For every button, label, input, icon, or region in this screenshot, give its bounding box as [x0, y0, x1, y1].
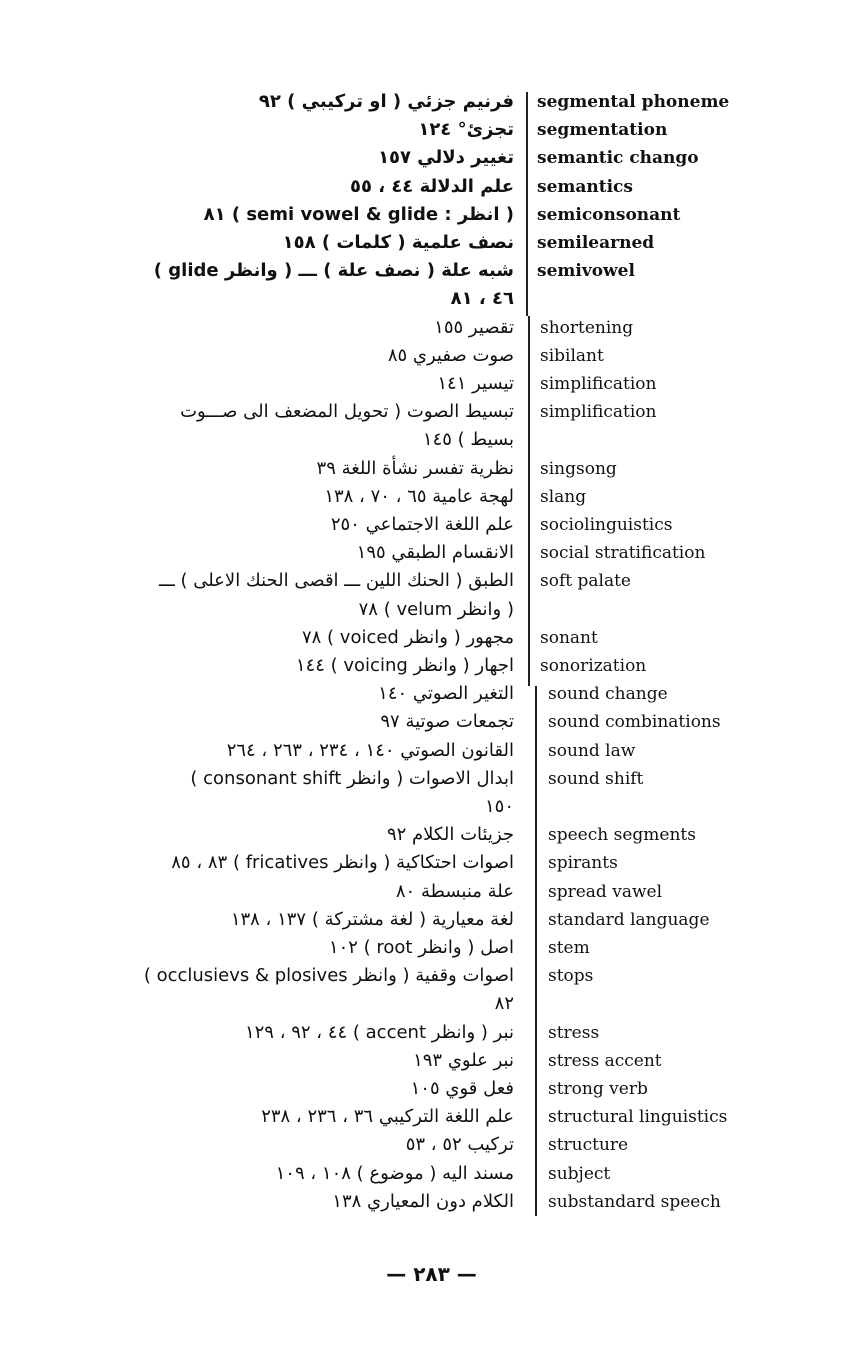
arabic-term: مجهور ( وانظر voiced ) ٧٨: [301, 626, 514, 648]
arabic-term: تجمعات صوتية ٩٧: [380, 711, 514, 733]
english-term: sibilant: [540, 345, 604, 366]
index-entry: [0, 314, 863, 342]
english-term: simplification: [540, 402, 657, 423]
index-entry: [0, 1160, 863, 1188]
english-term: slang: [540, 486, 587, 507]
index-entry: [0, 990, 863, 1018]
english-term: sound combinations: [548, 712, 721, 733]
english-term: semilearned: [537, 233, 655, 253]
arabic-term: لغة معيارية ( لغة مشتركة ) ١٣٧ ، ١٣٨: [230, 908, 514, 930]
page-number: — ٢٨٣ —: [386, 1262, 477, 1286]
arabic-term: اصوات وقفية ( وانظر occlusievs & plosives ): [143, 965, 514, 987]
arabic-term: لهجة عامية ٦٥ ، ٧٠ ، ١٣٨: [324, 485, 514, 507]
index-entry: [0, 1075, 863, 1103]
english-term: semantics: [537, 176, 633, 197]
index-entry: [0, 596, 863, 624]
arabic-term: علم الدلالة ٤٤ ، ٥٥: [349, 175, 514, 197]
arabic-term: مسند اليه ( موضوع ) ١٠٨ ، ١٠٩: [275, 1162, 514, 1184]
arabic-term: نبر ( وانظر accent ) ٤٤ ، ٩٢ ، ١٢٩: [244, 1021, 514, 1043]
index-entry: [0, 88, 863, 116]
english-term: strong verb: [548, 1079, 648, 1099]
index-entry: [0, 624, 863, 652]
index-entry: [0, 398, 863, 426]
arabic-term: صوت صفيري ٨٥: [387, 344, 514, 366]
index-entry: [0, 1103, 863, 1131]
index-entry: [0, 680, 863, 708]
index-entry: [0, 906, 863, 934]
arabic-term: ٨٢: [494, 993, 514, 1015]
arabic-term: الكلام دون المعياري ١٣٨: [332, 1190, 514, 1212]
arabic-term: ابدال الاصوات ( وانظر consonant shift ): [190, 767, 514, 789]
arabic-term: علة منبسطة ٨٠: [395, 880, 514, 902]
english-term: semivowel: [537, 261, 635, 282]
index-entry: [0, 1047, 863, 1075]
arabic-term: جزيئات الكلام ٩٢: [386, 824, 514, 846]
arabic-term: ( انظر : semi vowel & glide ) ٨١: [203, 203, 514, 225]
arabic-term: بسيط ) ١٤٥: [422, 429, 514, 451]
english-term: segmental phoneme: [537, 92, 730, 112]
index-entry: [0, 173, 863, 201]
index-entry: [0, 793, 863, 821]
arabic-term: اصوات احتكاكية ( وانظر fricatives ) ٨٣ ، ٨٥: [171, 852, 514, 874]
index-entry: [0, 567, 863, 595]
english-term: semantic chango: [537, 148, 699, 169]
index-entry: [0, 821, 863, 849]
index-entry: [0, 455, 863, 483]
index-entry: [0, 737, 863, 765]
english-term: stress accent: [548, 1050, 662, 1071]
index-entry: [0, 229, 863, 257]
index-entry: [0, 1131, 863, 1159]
arabic-term: شبه علة ( نصف علة ) ـــ ( وانظر glide ): [153, 260, 514, 282]
english-term: sociolinguistics: [540, 515, 673, 535]
index-entry: [0, 116, 863, 144]
english-term: segmentation: [537, 120, 668, 141]
arabic-term: فعل قوي ١٠٥: [410, 1078, 514, 1099]
index-entry: [0, 144, 863, 172]
english-term: structure: [548, 1135, 629, 1156]
english-term: spirants: [548, 853, 618, 874]
english-term: spread vawel: [548, 881, 663, 902]
index-entry: [0, 1019, 863, 1047]
index-entry: [0, 878, 863, 906]
english-term: sonant: [540, 627, 598, 648]
index-entry: [0, 342, 863, 370]
arabic-term: تركيب ٥٢ ، ٥٣: [405, 1134, 514, 1156]
index-entry: [0, 1188, 863, 1216]
index-entry: [0, 201, 863, 229]
english-term: stops: [548, 966, 594, 987]
arabic-term: تبسيط الصوت ( تحويل المضعف الى صـــوت: [180, 401, 514, 423]
arabic-term: القانون الصوتي ١٤٠ ، ٢٣٤ ، ٢٦٣ ، ٢٦٤: [226, 739, 514, 761]
index-entry: [0, 511, 863, 539]
arabic-term: تيسير ١٤١: [437, 373, 514, 394]
index-entry: [0, 652, 863, 680]
index-entry: [0, 539, 863, 567]
arabic-term: علم اللغة الاجتماعي ٢٥٠: [330, 514, 514, 535]
arabic-term: ( وانظر velum ) ٧٨: [358, 598, 514, 620]
index-entry: [0, 765, 863, 793]
english-term: shortening: [540, 317, 634, 338]
english-term: sound law: [548, 740, 636, 761]
index-entry: [0, 370, 863, 398]
english-term: soft palate: [540, 571, 631, 592]
arabic-term: تجزئ° ١٢٤: [418, 119, 514, 141]
arabic-term: الانقسام الطبقي ١٩٥: [356, 542, 514, 564]
english-term: sound shift: [548, 768, 644, 789]
english-term: sound change: [548, 684, 668, 705]
english-term: subject: [548, 1163, 611, 1184]
arabic-term: اجهار ( وانظر voicing ) ١٤٤: [295, 655, 514, 676]
english-term: stem: [548, 938, 590, 958]
index-entry: [0, 849, 863, 877]
arabic-term: تغيير دلالي ١٥٧: [378, 147, 514, 169]
arabic-term: الطبق ( الحنك اللين ـــ اقصى الحنك الاعلى ) ـــ: [158, 570, 514, 592]
index-entry: [0, 257, 863, 285]
english-term: substandard speech: [548, 1191, 721, 1212]
english-term: structural linguistics: [548, 1107, 728, 1128]
index-entry: [0, 962, 863, 990]
arabic-term: فرنيم جزئي ( او تركيبي ) ٩٢: [258, 91, 514, 112]
english-term: simplification: [540, 374, 657, 394]
english-term: singsong: [540, 458, 617, 479]
arabic-term: اصل ( وانظر root ) ١٠٢: [328, 937, 514, 958]
arabic-term: ٤٦ ، ٨١: [450, 288, 514, 310]
english-term: social stratification: [540, 543, 706, 564]
english-term: speech segments: [548, 825, 696, 846]
arabic-term: نصف علمية ( كلمات ) ١٥٨: [282, 232, 514, 253]
arabic-term: علم اللغة التركيبي ٣٦ ، ٢٣٦ ، ٢٣٨: [261, 1106, 514, 1128]
index-entry: [0, 708, 863, 736]
english-term: semiconsonant: [537, 204, 681, 225]
english-term: stress: [548, 1022, 600, 1043]
index-entry: [0, 934, 863, 962]
index-entry: [0, 285, 863, 313]
arabic-term: ١٥٠: [484, 796, 514, 817]
arabic-term: نظرية تفسر نشأة اللغة ٣٩: [316, 457, 514, 479]
english-term: standard language: [548, 909, 710, 930]
index-entry: [0, 483, 863, 511]
arabic-term: نبر علوي ١٩٣: [413, 1049, 514, 1071]
arabic-term: تقصير ١٥٥: [434, 316, 514, 338]
arabic-term: التغير الصوتي ١٤٠: [378, 683, 514, 705]
index-entry: [0, 426, 863, 454]
english-term: sonorization: [540, 656, 647, 676]
